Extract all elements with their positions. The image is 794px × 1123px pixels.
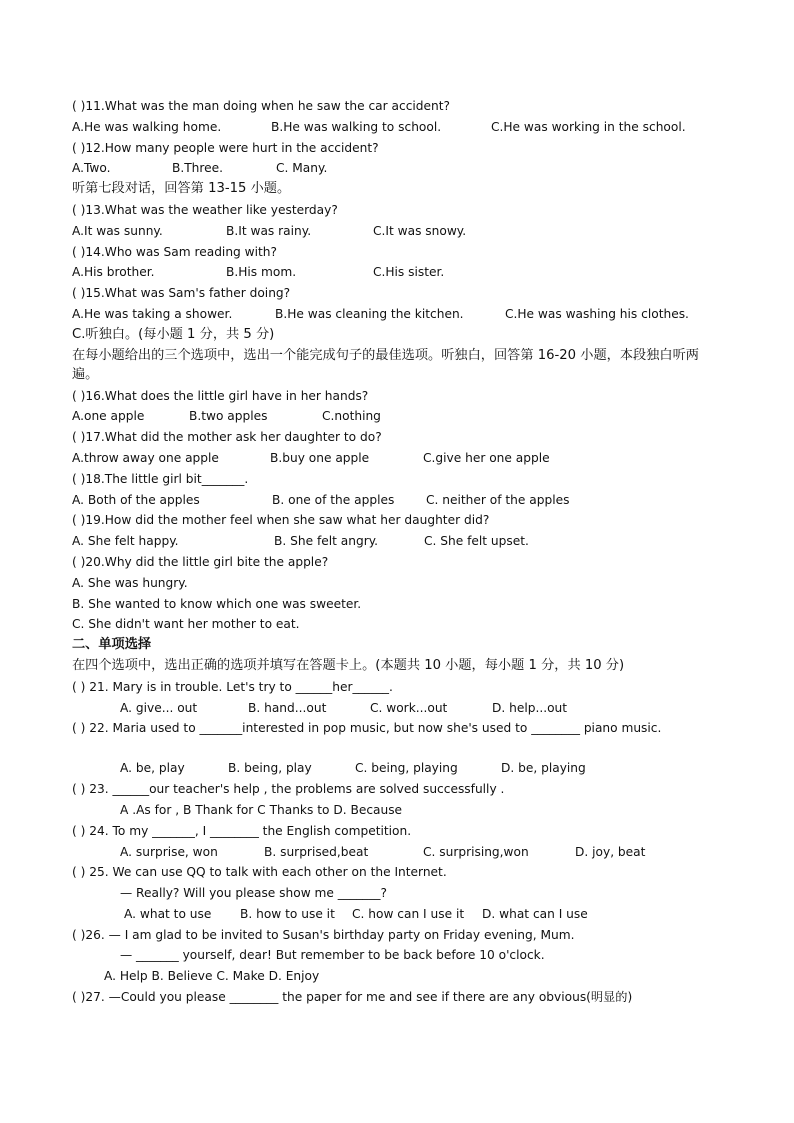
answer-option: C.It was snowy. (373, 223, 467, 238)
answer-option: C. work...out (370, 700, 448, 715)
answer-options-row (72, 904, 724, 925)
answer-options-row (72, 842, 724, 863)
answer-option: A. surprise, won (120, 844, 218, 859)
answer-options-row (72, 531, 724, 552)
question-line: ( )27. —Could you please ________ the paper for me and see if there are any obvious(明显的) (72, 990, 633, 1005)
answer-options-row (72, 406, 724, 427)
answer-option: A.It was sunny. (72, 223, 163, 238)
answer-option: B.He was walking to school. (271, 119, 442, 134)
section-heading: 二、单项选择 (72, 637, 152, 653)
answer-option: C.His sister. (373, 265, 445, 280)
answer-option: C.He was washing his clothes. (505, 306, 689, 321)
answer-option: B. how to use it (240, 906, 335, 921)
answer-options-row (72, 883, 724, 904)
question-line: C. She didn't want her mother to eat. (72, 617, 300, 632)
answer-option: B.It was rainy. (226, 223, 312, 238)
answer-option: — _______ yourself, dear! But remember to be back before 10 o'clock. (120, 948, 545, 963)
question-line: ( )11.What was the man doing when he saw the car accident? (72, 99, 450, 113)
answer-option: B. She felt angry. (274, 534, 379, 549)
answer-options-row (72, 158, 724, 179)
answer-options-row (72, 262, 724, 283)
answer-option: D. be, playing (501, 761, 586, 776)
answer-option: C. being, playing (355, 761, 458, 776)
answer-option: B.His mom. (226, 265, 297, 280)
section-instruction: 听第七段对话，回答第 13-15 小题。 (72, 181, 291, 197)
question-line: ( )26. — I am glad to be invited to Susan's birthday party on Friday evening, Mum. (72, 927, 575, 942)
answer-option: B. hand...out (248, 700, 327, 715)
answer-options-row (72, 698, 724, 719)
answer-options-row (72, 221, 724, 242)
question-line: A. She was hungry. (72, 575, 188, 590)
question-line: ( ) 23. ______our teacher's help , the problems are solved successfully . (72, 782, 505, 797)
question-line: ( ) 25. We can use QQ to talk with each other on the Internet. (72, 865, 447, 880)
answer-option: A. She felt happy. (72, 534, 179, 549)
answer-options-row (72, 966, 724, 987)
answer-option: B.buy one apple (270, 450, 370, 465)
answer-option: A.Two. (72, 161, 111, 176)
answer-option: A. what to use (124, 906, 212, 921)
answer-options-row (72, 490, 724, 511)
answer-option: A.His brother. (72, 265, 155, 280)
answer-option: A.He was walking home. (72, 119, 222, 134)
answer-option: B.He was cleaning the kitchen. (275, 306, 464, 321)
answer-option: C. neither of the apples (426, 492, 570, 507)
answer-option: C. surprising,won (423, 844, 529, 859)
answer-options-row (72, 448, 724, 469)
answer-option: A .As for , B Thank for C Thanks to D. Because (120, 802, 403, 817)
answer-option: D. joy, beat (575, 844, 646, 859)
answer-option: A. be, play (120, 761, 185, 776)
section-instruction: C.听独白。(每小题 1 分，共 5 分) (72, 326, 275, 342)
answer-option: — Really? Will you please show me _______? (120, 886, 387, 901)
question-line: ( )17.What did the mother ask her daughter to do? (72, 430, 382, 445)
section-instruction: 在四个选项中，选出正确的选项并填写在答题卡上。(本题共 10 小题，每小题 1 分，共 10 分) (72, 657, 625, 673)
answer-options-row (72, 304, 724, 325)
answer-option: C.give her one apple (423, 450, 550, 465)
answer-option: A.He was taking a shower. (72, 306, 233, 321)
question-line: ( )20.Why did the little girl bite the apple? (72, 554, 329, 569)
answer-option: D. help...out (492, 700, 568, 715)
question-line: ( ) 24. To my _______, I ________ the English competition. (72, 823, 412, 838)
answer-options-row (72, 800, 724, 821)
answer-option: C. Many. (276, 161, 328, 176)
answer-option: A. give... out (120, 700, 198, 715)
answer-option: C.nothing (322, 409, 381, 424)
answer-option: A.one apple (72, 409, 145, 424)
answer-options-row (72, 117, 724, 138)
question-line: ( )16.What does the little girl have in her hands? (72, 388, 369, 403)
question-line: B. She wanted to know which one was sweeter. (72, 596, 362, 611)
worksheet-page (72, 96, 724, 1008)
answer-option: B.Three. (172, 161, 224, 176)
answer-option: D. what can I use (482, 906, 588, 921)
answer-options-row (72, 945, 724, 966)
answer-option: A.throw away one apple (72, 450, 219, 465)
question-line: ( ) 21. Mary is in trouble. Let's try to ______her______. (72, 679, 393, 694)
question-line: ( )15.What was Sam's father doing? (72, 286, 291, 301)
answer-option: B.two apples (189, 409, 268, 424)
answer-option: A. Both of the apples (72, 492, 200, 507)
answer-option: C. She felt upset. (424, 534, 529, 549)
answer-option: C. how can I use it (352, 906, 465, 921)
question-line: ( )13.What was the weather like yesterday? (72, 202, 338, 217)
question-line: ( )14.Who was Sam reading with? (72, 244, 277, 259)
question-line: ( )19.How did the mother feel when she saw what her daughter did? (72, 513, 490, 528)
section-instruction: 在每小题给出的三个选项中，选出一个能完成句子的最佳选项。听独白，回答第 16-20 小题，本段独白听两遍。 (72, 347, 699, 382)
answer-option: B. one of the apples (272, 492, 395, 507)
answer-option: B. surprised,beat (264, 844, 369, 859)
answer-option: A. Help B. Believe C. Make D. Enjoy (104, 969, 320, 984)
answer-options-row (72, 758, 724, 779)
question-line: ( )18.The little girl bit_______. (72, 471, 249, 486)
question-line: ( ) 22. Maria used to _______interested in pop music, but now she's used to ________ piano music. (72, 721, 662, 736)
answer-option: B. being, play (228, 761, 312, 776)
question-line: ( )12.How many people were hurt in the accident? (72, 140, 379, 155)
answer-option: C.He was working in the school. (491, 119, 686, 134)
